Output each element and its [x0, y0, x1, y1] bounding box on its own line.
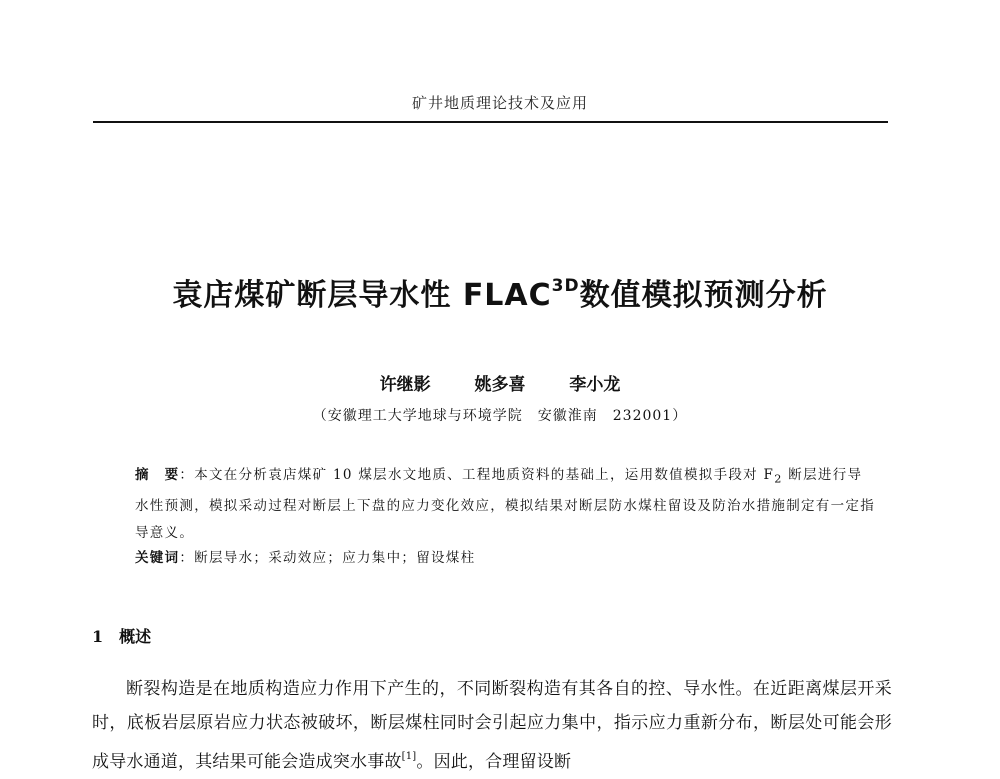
section-number: 1 [92, 627, 104, 646]
abstract-text: ：本文在分析袁店煤矿 10 煤层水文地质、工程地质资料的基础上，运用数值模拟手段对 F [179, 467, 775, 483]
section-title: 概述 [119, 627, 152, 646]
section-heading [92, 624, 151, 647]
abstract-label: 摘 要 [135, 467, 180, 483]
paragraph-text-continued: 。因此，合理留设断 [416, 752, 572, 772]
title-superscript: 3D [551, 276, 580, 296]
citation-ref[interactable]: [1] [401, 751, 417, 762]
author-affiliation: （安徽理工大学地球与环境学院 安徽淮南 232001） [312, 408, 688, 424]
title-main: 袁店煤矿断层导水性 FLAC [172, 278, 552, 313]
author-name: 许继影 [379, 375, 431, 395]
abstract [135, 462, 875, 547]
paragraph-text: 断裂构造是在地质构造应力作用下产生的，不同断裂构造有其各自的控、导水性。在近距离煤层开采时，底板岩层原岩应力状态被破坏，断层煤柱同时会引起应力集中，指示应力重新分布，断层处可能会形成导水通道，其结果可能会造成突水事故 [92, 679, 892, 772]
paper-title [0, 270, 1000, 314]
author-name: 姚多喜 [474, 375, 526, 395]
keywords-label: 关键词 [135, 550, 180, 566]
keywords-text: ：断层导水；采动效应；应力集中；留设煤柱 [179, 550, 476, 566]
abstract-subscript: 2 [774, 472, 783, 486]
header-rule [93, 121, 888, 123]
author-list [0, 370, 1000, 395]
body-paragraph [92, 672, 892, 779]
running-header: 矿井地质理论技术及应用 [411, 94, 588, 112]
abstract-text-continued: 断层进行导水性预测，模拟采动过程对断层上下盘的应力变化效应，模拟结果对断层防水煤柱留设及防治水措施制定有一定指导意义。 [135, 467, 875, 541]
keywords [135, 546, 875, 566]
title-tail: 数值模拟预测分析 [579, 278, 828, 313]
author-name: 李小龙 [569, 375, 621, 395]
